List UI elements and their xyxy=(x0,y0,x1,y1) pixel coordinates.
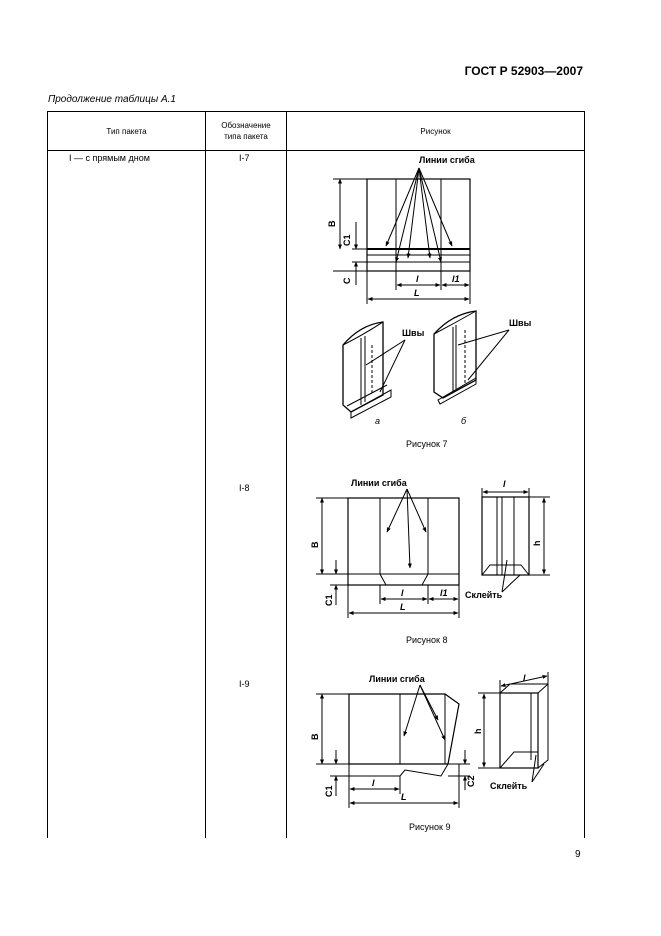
fig9-B-label: B xyxy=(310,733,320,740)
fig8-glue-label: Склейть xyxy=(465,590,503,600)
fig7-C1-label: C1 xyxy=(342,234,352,246)
designation-i9: I-9 xyxy=(239,679,250,689)
fig7-l1-label: l1 xyxy=(452,274,460,284)
fig9-h-label: h xyxy=(473,728,483,734)
fig8-l1-label: l1 xyxy=(440,588,448,598)
fig7-sub-a: а xyxy=(375,416,381,426)
fig7-sub-b: б xyxy=(461,416,467,426)
col-header-type: Тип пакета xyxy=(106,126,147,136)
fig9-C1-label: C1 xyxy=(324,785,334,797)
figure-7-caption: Рисунок 7 xyxy=(406,439,448,449)
page-number: 9 xyxy=(575,849,581,860)
standard-header: ГОСТ Р 52903—2007 xyxy=(464,64,583,78)
designation-i8: I-8 xyxy=(239,483,250,493)
fig8-fold-label: Линии сгиба xyxy=(351,478,407,488)
fig7-C-label: C xyxy=(342,277,352,284)
fig9-L-label: L xyxy=(401,792,407,802)
row-type: I — с прямым дном xyxy=(69,153,150,163)
fig9-fold-label: Линии сгиба xyxy=(369,674,425,684)
fig7-seams-b-label: Швы xyxy=(509,318,532,328)
col-header-designation: Обозначение типа пакета xyxy=(221,121,271,141)
fig8-C1-label: C1 xyxy=(324,594,334,606)
fig9-C2-label: C2 xyxy=(466,775,476,787)
fig8-l-label: l xyxy=(401,588,404,598)
fig9-glue-label: Склейть xyxy=(490,781,528,791)
fig7-seams-a-label: Швы xyxy=(402,328,425,338)
fig9-l-top-label: l xyxy=(523,673,526,683)
figure-9-caption: Рисунок 9 xyxy=(409,822,451,832)
fig8-B-label: B xyxy=(310,541,320,548)
col-header-figure: Рисунок xyxy=(420,126,451,136)
fig7-fold-label: Линии сгиба xyxy=(419,155,475,165)
fig9-l-label: l xyxy=(372,778,375,788)
fig7-B-label: B xyxy=(327,220,337,227)
fig7-l-label: l xyxy=(416,274,419,284)
fig8-h-label: h xyxy=(532,540,542,546)
fig8-L-label: L xyxy=(400,602,406,612)
fig8-l-top-label: l xyxy=(503,479,506,489)
figure-8-caption: Рисунок 8 xyxy=(406,635,448,645)
table-continuation-label: Продолжение таблицы А.1 xyxy=(48,94,176,105)
designation-i7: I-7 xyxy=(239,153,250,163)
fig7-L-label: L xyxy=(414,288,420,298)
